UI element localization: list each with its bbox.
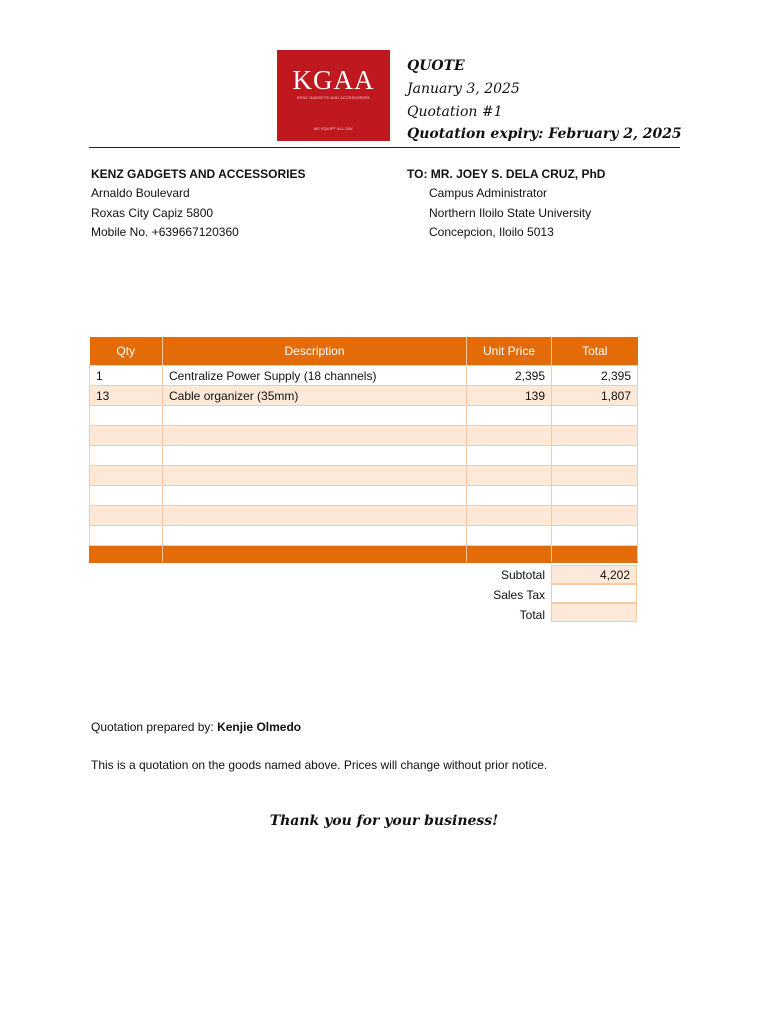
cell-description — [163, 506, 467, 526]
cell-qty: 1 — [90, 366, 163, 386]
table-footer-row — [90, 546, 638, 563]
seller-address-1: Arnaldo Boulevard — [91, 186, 190, 200]
header-divider — [89, 147, 680, 148]
cell-qty — [90, 506, 163, 526]
footer-cell — [467, 546, 552, 563]
cell-qty — [90, 526, 163, 546]
recipient-address: Concepcion, Iloilo 5013 — [429, 225, 554, 239]
cell-unit-price — [467, 426, 552, 446]
cell-description — [163, 446, 467, 466]
thank-you-message: Thank you for your business! — [269, 813, 499, 829]
quote-title: QUOTE — [407, 58, 465, 74]
seller-mobile: Mobile No. +639667120360 — [91, 225, 239, 239]
header-unit-price: Unit Price — [467, 337, 552, 366]
cell-total — [552, 486, 638, 506]
cell-description — [163, 406, 467, 426]
prepared-by-label: Quotation prepared by: — [91, 720, 214, 734]
footer-cell — [163, 546, 467, 563]
sales-tax-label: Sales Tax — [493, 588, 545, 602]
table-row — [90, 446, 638, 466]
footer-cell — [552, 546, 638, 563]
total-value — [551, 603, 637, 622]
table-row — [90, 486, 638, 506]
recipient-to: TO: MR. JOEY S. DELA CRUZ, PhD — [407, 167, 606, 181]
cell-total — [552, 526, 638, 546]
cell-qty — [90, 446, 163, 466]
cell-total — [552, 426, 638, 446]
cell-qty — [90, 466, 163, 486]
seller-address-2: Roxas City Capiz 5800 — [91, 206, 214, 220]
header-total: Total — [552, 337, 638, 366]
recipient-title: Campus Administrator — [429, 186, 548, 200]
cell-unit-price — [467, 446, 552, 466]
cell-unit-price: 2,395 — [467, 366, 552, 386]
table-header-row — [90, 337, 638, 366]
logo-tagline: WE EQUIPT ALL DAY — [313, 127, 354, 131]
quote-date: January 3, 2025 — [407, 81, 520, 97]
footer-cell — [90, 546, 163, 563]
cell-unit-price: 139 — [467, 386, 552, 406]
quote-number: Quotation #1 — [407, 104, 503, 120]
cell-qty — [90, 426, 163, 446]
subtotal-value: 4,202 — [551, 565, 637, 584]
table-row — [90, 466, 638, 486]
cell-unit-price — [467, 506, 552, 526]
prepared-by — [91, 720, 301, 734]
recipient-org: Northern Iloilo State University — [429, 206, 592, 220]
quotation-note: This is a quotation on the goods named above. Prices will change without prior notice. — [91, 758, 548, 772]
cell-description — [163, 466, 467, 486]
logo-mark: KGAA — [292, 65, 375, 95]
cell-description — [163, 486, 467, 506]
cell-description: Centralize Power Supply (18 channels) — [163, 366, 467, 386]
cell-qty — [90, 406, 163, 426]
cell-total — [552, 506, 638, 526]
cell-unit-price — [467, 406, 552, 426]
cell-total: 2,395 — [552, 366, 638, 386]
table-row — [90, 386, 638, 406]
table-row — [90, 506, 638, 526]
seller-name: KENZ GADGETS AND ACCESSORIES — [91, 167, 306, 181]
quote-expiry: Quotation expiry: February 2, 2025 — [407, 126, 682, 142]
cell-total — [552, 406, 638, 426]
table-row — [90, 526, 638, 546]
logo-subtitle: KENZ GADGETS AND ACCESSORIES — [297, 96, 370, 100]
cell-description — [163, 426, 467, 446]
total-label: Total — [519, 608, 545, 622]
cell-description: Cable organizer (35mm) — [163, 386, 467, 406]
header-description: Description — [163, 337, 467, 366]
cell-total — [552, 446, 638, 466]
table-row — [90, 426, 638, 446]
cell-qty — [90, 486, 163, 506]
header-qty: Qty — [90, 337, 163, 366]
cell-unit-price — [467, 526, 552, 546]
company-logo — [277, 50, 390, 141]
table-row — [90, 406, 638, 426]
sales-tax-value — [551, 584, 637, 603]
cell-unit-price — [467, 486, 552, 506]
cell-qty: 13 — [90, 386, 163, 406]
cell-unit-price — [467, 466, 552, 486]
items-table — [89, 337, 638, 563]
cell-description — [163, 526, 467, 546]
cell-total — [552, 466, 638, 486]
subtotal-label: Subtotal — [500, 568, 545, 582]
prepared-by-name: Kenjie Olmedo — [217, 720, 302, 734]
table-row — [90, 366, 638, 386]
cell-total: 1,807 — [552, 386, 638, 406]
